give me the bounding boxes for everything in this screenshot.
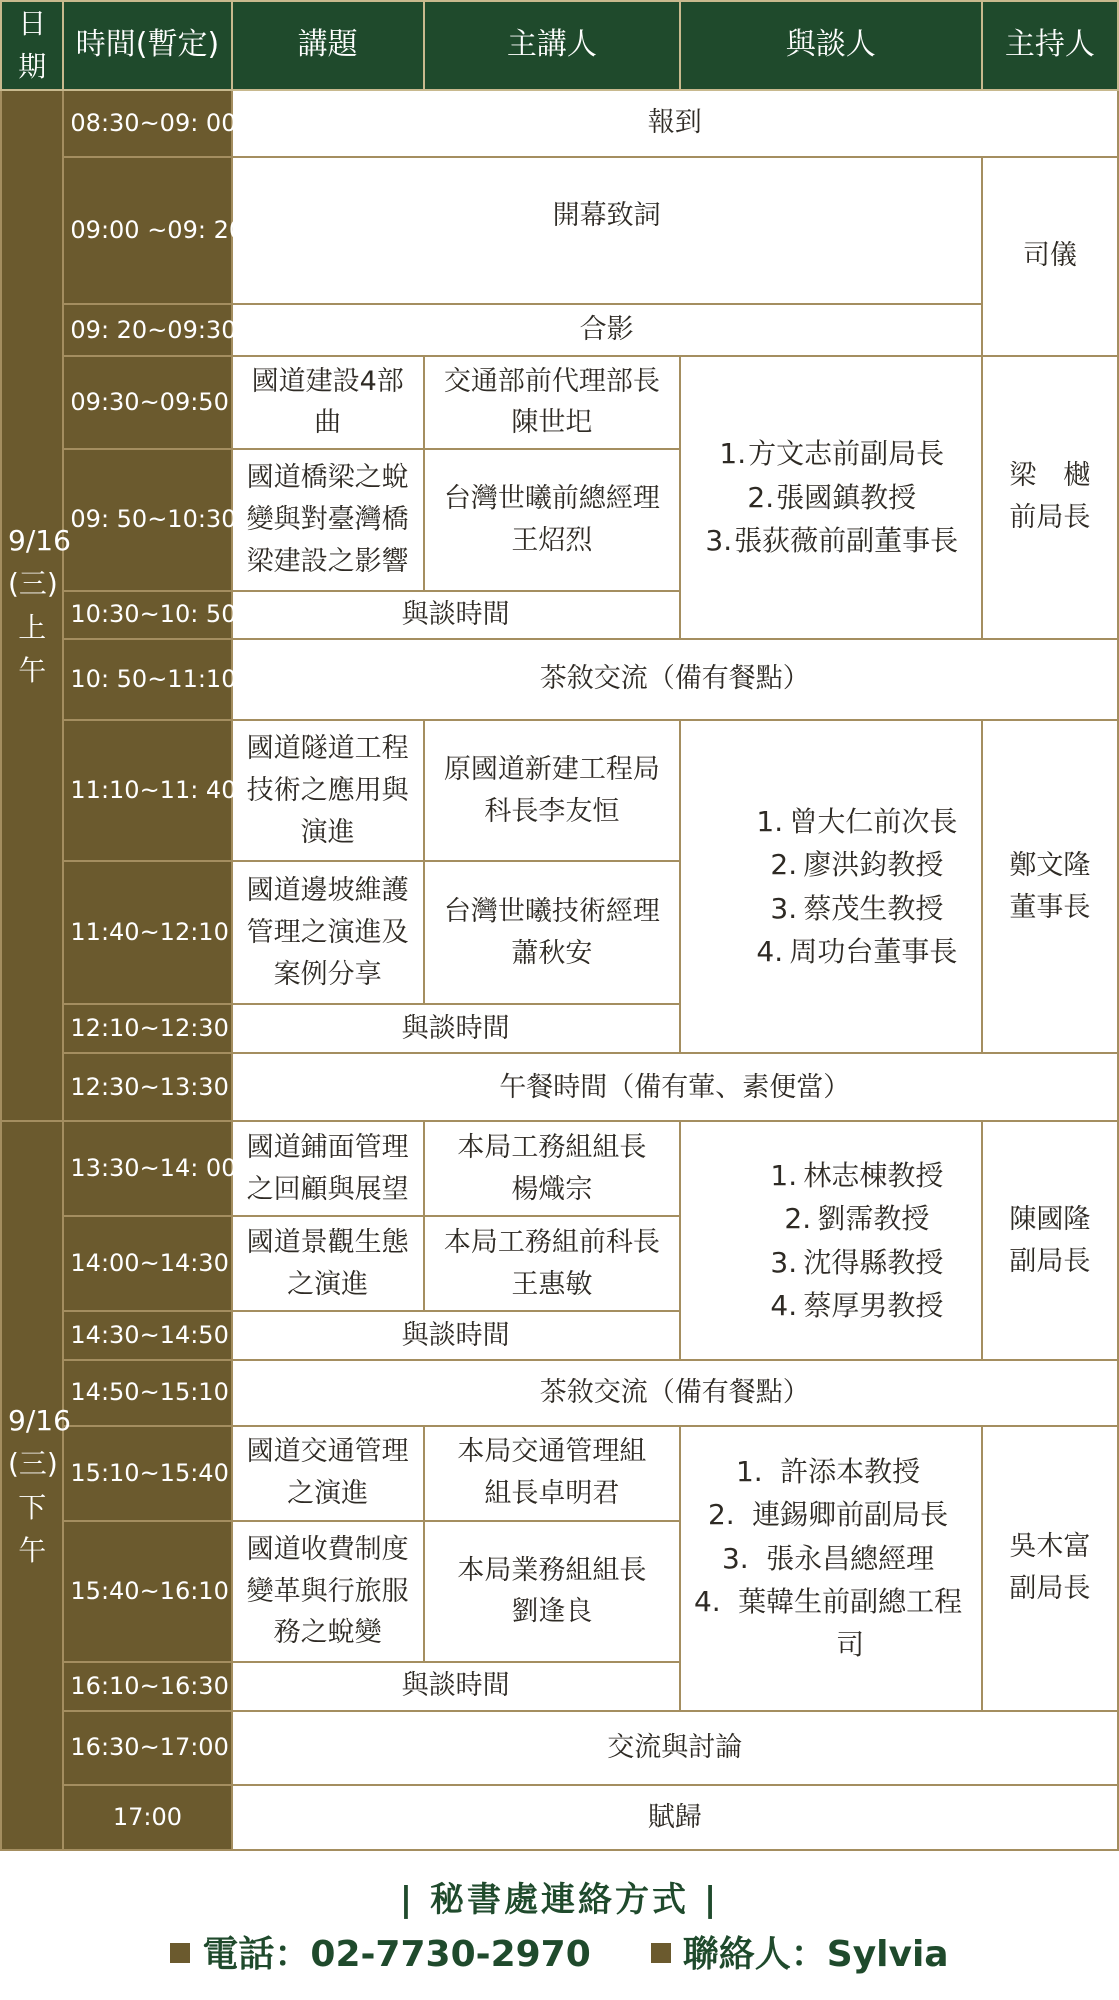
session-closing: 賦歸 xyxy=(232,1785,1118,1850)
speaker-r17: 本局業務組組長 劉逢良 xyxy=(424,1521,680,1662)
square-bullet-icon xyxy=(170,1943,190,1963)
session-checkin: 報到 xyxy=(232,90,1118,157)
header-host: 主持人 xyxy=(982,1,1118,90)
time-r9: 11:40~12:10 xyxy=(63,861,231,1003)
panel-item: 2.張國鎮教授 xyxy=(747,480,917,514)
time-r1: 08:30~09: 00 xyxy=(63,90,231,157)
speaker-r12: 本局工務組組長 楊熾宗 xyxy=(424,1121,680,1216)
topic-r16: 國道交通管理 之演進 xyxy=(232,1426,424,1521)
host-block-2: 鄭文隆 董事長 xyxy=(982,720,1118,1053)
topic-r12: 國道鋪面管理 之回顧與展望 xyxy=(232,1121,424,1216)
day-afternoon: 9/16 (三) 下 午 xyxy=(1,1121,63,1850)
header-date: 日 期 xyxy=(1,1,63,90)
panel-item: 3. 蔡茂生教授 xyxy=(770,891,944,925)
session-discussion-1: 與談時間 xyxy=(232,591,680,638)
time-r14: 14:30~14:50 xyxy=(63,1311,231,1359)
speaker-r4: 交通部前代理部長 陳世圯 xyxy=(424,356,680,449)
session-discussion-4: 與談時間 xyxy=(232,1662,680,1710)
panel-item: 3. 張永昌總經理 xyxy=(721,1541,935,1575)
contact-title: | 秘書處連絡方式 | xyxy=(399,1880,720,1920)
panel-item: 3. 沈得縣教授 xyxy=(770,1245,944,1279)
panel-item: 1. 曾大仁前次長 xyxy=(756,804,958,838)
speaker-r9: 台灣世曦技術經理 蕭秋安 xyxy=(424,861,680,1003)
session-discussion-3: 與談時間 xyxy=(232,1311,680,1359)
session-opening: 開幕致詞 xyxy=(232,157,982,305)
topic-r5: 國道橋梁之蛻 變與對臺灣橋 梁建設之影響 xyxy=(232,449,424,591)
contact-person: 聯絡人：Sylvia xyxy=(682,1934,949,1975)
panel-item: 4. 蔡厚男教授 xyxy=(770,1289,944,1323)
contact-line xyxy=(0,1926,1119,1977)
topic-r9: 國道邊坡維護 管理之演進及 案例分享 xyxy=(232,861,424,1003)
panel-item: 4. 周功台董事長 xyxy=(756,935,958,969)
header-time: 時間(暫定) xyxy=(63,1,231,90)
panel-list-2 xyxy=(680,720,982,1053)
time-r16: 15:10~15:40 xyxy=(63,1426,231,1521)
panel-item: 1. 林志棟教授 xyxy=(770,1158,944,1192)
host-block-4: 吳木富 副局長 xyxy=(982,1426,1118,1711)
speaker-r8: 原國道新建工程局 科長李友恒 xyxy=(424,720,680,861)
session-lunch: 午餐時間（備有葷、素便當） xyxy=(232,1053,1118,1121)
session-tea-1: 茶敘交流（備有餐點） xyxy=(232,639,1118,721)
topic-r17: 國道收費制度 變革與行旅服 務之蛻變 xyxy=(232,1521,424,1662)
time-r7: 10: 50~11:10 xyxy=(63,639,231,721)
speaker-r16: 本局交通管理組 組長卓明君 xyxy=(424,1426,680,1521)
panel-list-4 xyxy=(680,1426,982,1711)
topic-r8: 國道隧道工程 技術之應用與 演進 xyxy=(232,720,424,861)
host-opening: 司儀 xyxy=(982,157,1118,356)
square-bullet-icon xyxy=(651,1943,671,1963)
host-block-3: 陳國隆 副局長 xyxy=(982,1121,1118,1359)
time-r18: 16:10~16:30 xyxy=(63,1662,231,1710)
time-r15: 14:50~15:10 xyxy=(63,1360,231,1426)
header-speaker: 主講人 xyxy=(424,1,680,90)
session-discussion-2: 與談時間 xyxy=(232,1004,680,1054)
session-photo: 合影 xyxy=(232,304,982,356)
time-r8: 11:10~11: 40 xyxy=(63,720,231,861)
time-r10: 12:10~12:30 xyxy=(63,1004,231,1054)
panel-item: 2. 廖洪鈞教授 xyxy=(770,848,944,882)
time-r3: 09: 20~09:30 xyxy=(63,304,231,356)
panel-item: 2. 劉霈教授 xyxy=(784,1202,930,1236)
time-r17: 15:40~16:10 xyxy=(63,1521,231,1662)
time-r19: 16:30~17:00 xyxy=(63,1711,231,1785)
panel-item: 1. 許添本教授 xyxy=(735,1454,921,1488)
header-topic: 講題 xyxy=(232,1,424,90)
topic-r13: 國道景觀生態 之演進 xyxy=(232,1216,424,1311)
time-r2: 09:00 ~09: 20 xyxy=(63,157,231,305)
time-r5: 09: 50~10:30 xyxy=(63,449,231,591)
header-panel: 與談人 xyxy=(680,1,982,90)
time-r6: 10:30~10: 50 xyxy=(63,591,231,638)
day-morning: 9/16 (三) 上 午 xyxy=(1,90,63,1122)
session-tea-2: 茶敘交流（備有餐點） xyxy=(232,1360,1118,1426)
speaker-r13: 本局工務組前科長 王惠敏 xyxy=(424,1216,680,1311)
time-r20: 17:00 xyxy=(63,1785,231,1850)
time-r13: 14:00~14:30 xyxy=(63,1216,231,1311)
panel-item: 4. 葉韓生前副總工程司 xyxy=(693,1584,963,1662)
panel-item: 3.張荻薇前副董事長 xyxy=(705,523,959,557)
contact-phone: 電話：02-7730-2970 xyxy=(202,1934,591,1975)
panel-list-1 xyxy=(680,356,982,639)
panel-list-3 xyxy=(680,1121,982,1359)
time-r4: 09:30~09:50 xyxy=(63,356,231,449)
host-block-1: 梁 樾 前局長 xyxy=(982,356,1118,639)
speaker-r5: 台灣世曦前總經理 王炤烈 xyxy=(424,449,680,591)
topic-r4: 國道建設4部曲 xyxy=(232,356,424,449)
time-r11: 12:30~13:30 xyxy=(63,1053,231,1121)
panel-item: 2. 連錫卿前副局長 xyxy=(707,1498,949,1532)
panel-item: 1.方文志前副局長 xyxy=(719,437,945,471)
time-r12: 13:30~14: 00 xyxy=(63,1121,231,1216)
session-exchange: 交流與討論 xyxy=(232,1711,1118,1785)
